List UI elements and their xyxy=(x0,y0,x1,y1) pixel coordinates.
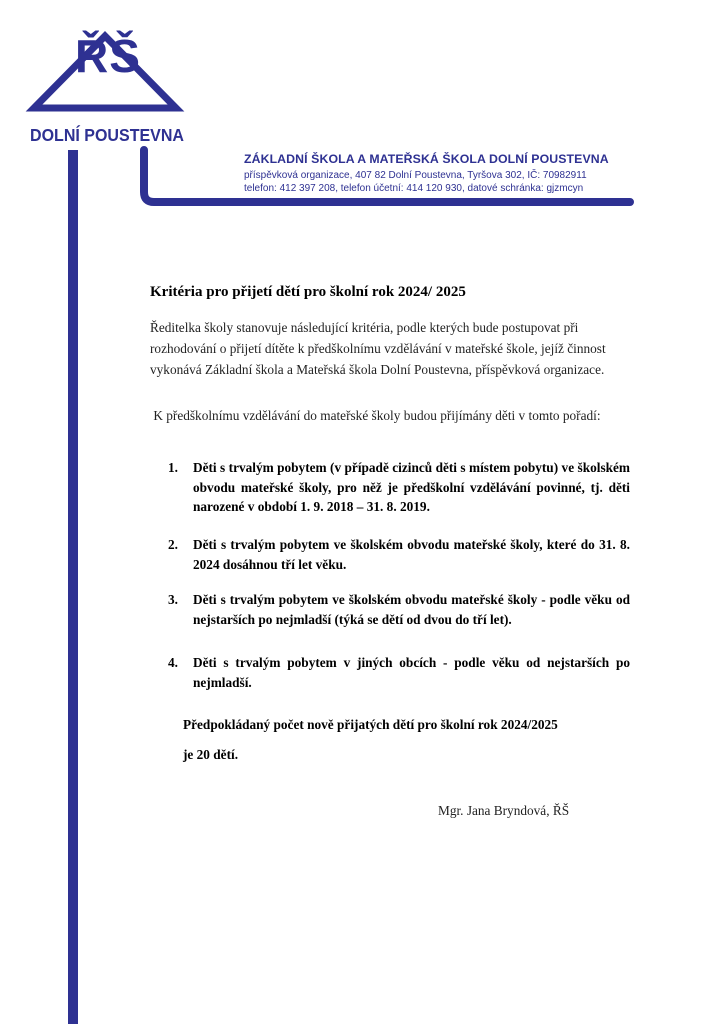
logo-place-name: DOLNÍ POUSTEVNA xyxy=(30,125,199,145)
criterion-number: 4. xyxy=(168,655,178,670)
contact-address: příspěvková organizace, 407 82 Dolní Poustevna, Tyršova 302, IČ: 70982911 xyxy=(244,170,587,181)
criterion-number: 3. xyxy=(168,592,178,607)
criterion-number: 2. xyxy=(168,537,178,552)
order-intro-paragraph xyxy=(150,405,630,426)
criterion-text: Děti s trvalým pobytem (v případě cizinců děti s místem pobytu) ve školském obvodu mateřské školy, pro něž je předškolní vzdělávání povinné, tj. děti narozené v období 1. 9. 2018 – 31. 8. 2019. xyxy=(193,460,630,514)
expected-count-line: Předpokládaný počet nově přijatých dětí pro školní rok 2024/2025 xyxy=(183,717,558,732)
contact-phones: telefon: 412 397 208, telefon účetní: 414 120 930, datové schránka: gjzmcyn xyxy=(244,183,584,194)
document-title: Kritéria pro přijetí dětí pro školní rok 2024/ 2025 xyxy=(150,284,466,300)
criterion-text: Děti s trvalým pobytem ve školském obvodu mateřské školy, které do 31. 8. 2024 dosáhnou tří let věku. xyxy=(193,537,630,572)
criterion-number: 1. xyxy=(168,460,178,475)
criterion-item xyxy=(168,535,630,574)
criterion-text: Děti s trvalým pobytem v jiných obcích - podle věku od nejstarších po nejmladší. xyxy=(193,655,630,690)
logo-monogram: ŘŠ xyxy=(75,30,141,82)
criterion-item xyxy=(168,590,630,629)
expected-count-value: je 20 dětí. xyxy=(183,747,239,762)
order-intro-text: K předškolnímu vzdělávání do mateřské školy budou přijímány děti v tomto pořadí: xyxy=(153,408,601,423)
criterion-text: Děti s trvalým pobytem ve školském obvodu mateřské školy - podle věku od nejstarších po nejmladší (týká se dětí od dvou do tří let). xyxy=(193,592,630,627)
criterion-item xyxy=(168,458,630,517)
school-name: ZÁKLADNÍ ŠKOLA A MATEŘSKÁ ŠKOLA DOLNÍ POUSTEVNA xyxy=(244,152,609,166)
criterion-item xyxy=(168,653,630,692)
intro-paragraph: Ředitelka školy stanovuje následující kritéria, podle kterých bude postupovat při rozhodování o přijetí dítěte k předškolnímu vzdělávání v mateřské škole, jejíž činnost vykonává Základní škola a Mateřská škola Dolní Poustevna, příspěvková organizace. xyxy=(150,320,606,377)
signature: Mgr. Jana Bryndová, ŘŠ xyxy=(438,803,570,818)
